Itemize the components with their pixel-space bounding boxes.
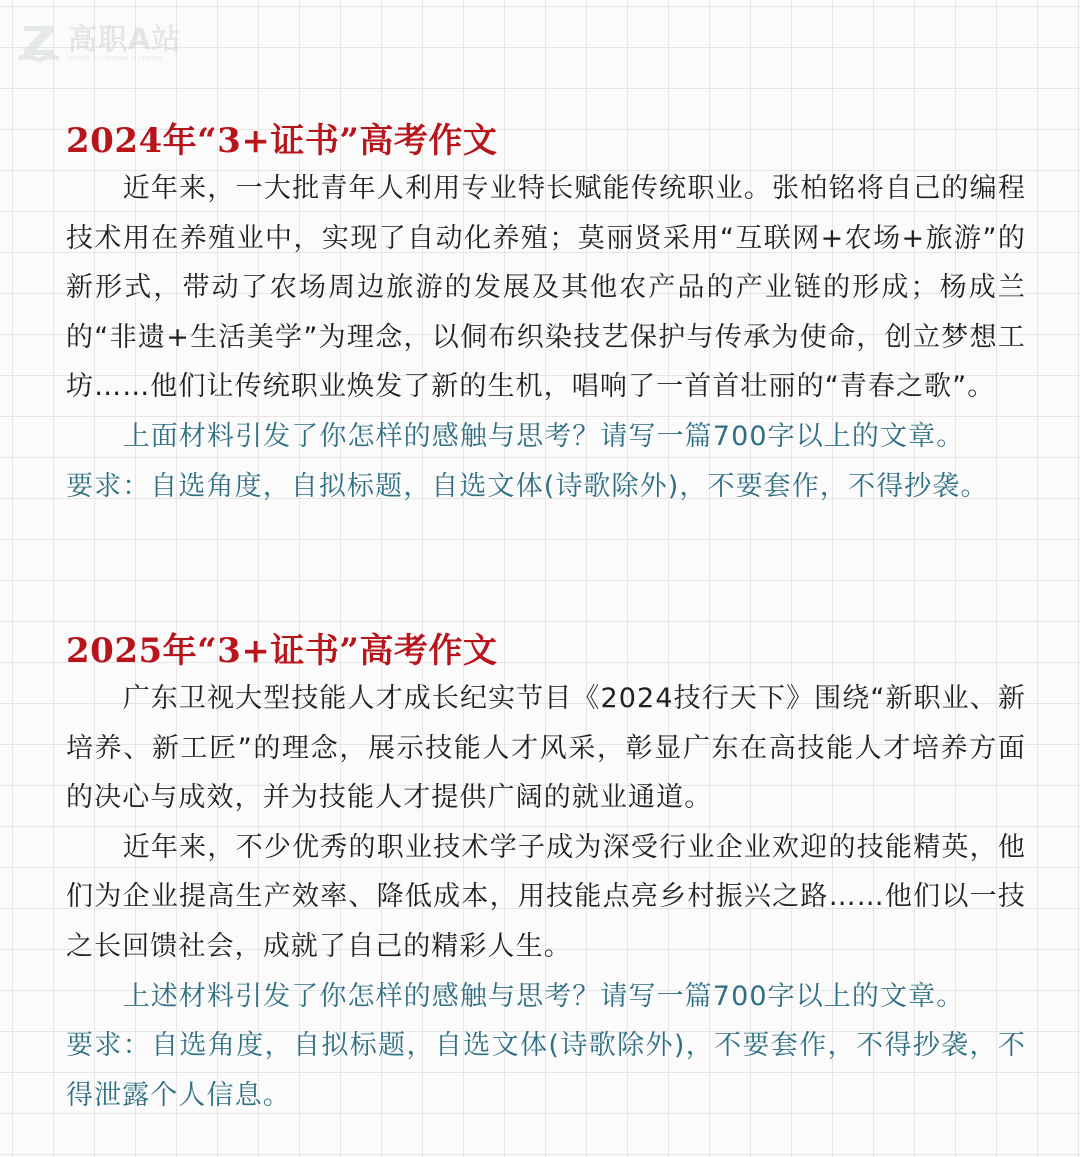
essay-prompt: 上述材料引发了你怎样的感触与思考？请写一篇700字以上的文章。 [122, 980, 965, 1012]
section-heading: 2024年“3+证书”高考作文 [66, 121, 498, 161]
material-paragraph: 近年来，不少优秀的职业技术学子成为深受行业企业欢迎的技能精英，他们为企业提高生产效率、降低成本，用技能点亮乡村振兴之路……他们以一技之长回馈社会，成就了自己的精彩人生。 [66, 831, 1026, 962]
essay-prompt: 上面材料引发了你怎样的感触与思考？请写一篇700字以上的文章。 [122, 420, 965, 452]
essay-requirement: 要求：自选角度，自拟标题，自选文体(诗歌除外)，不要套作，不得抄袭。 [66, 470, 989, 502]
watermark [16, 22, 181, 64]
watermark-title: 高职A站 [68, 22, 182, 56]
book-logo-icon [16, 22, 62, 64]
essay-section-2024 [66, 118, 1026, 511]
section-heading: 2025年“3+证书”高考作文 [66, 631, 498, 671]
material-paragraph: 广东卫视大型技能人才成长纪实节目《2024技行天下》围绕“新职业、新培养、新工匠”的理念，展示技能人才风采，彰显广东在高技能人才培养方面的决心与成效，并为技能人才提供广阔的就业通道。 [66, 683, 1026, 814]
watermark-subtitle: HIGHER VOCATIONAL A STATION [68, 56, 163, 62]
essay-requirement: 要求：自选角度，自拟标题，自选文体(诗歌除外)，不要套作，不得抄袭，不得泄露个人信息。 [66, 1030, 1026, 1111]
material-paragraph: 近年来，一大批青年人利用专业特长赋能传统职业。张柏铭将自己的编程技术用在养殖业中，实现了自动化养殖；莫丽贤采用“互联网+农场+旅游”的新形式，带动了农场周边旅游的发展及其他农产品的产业链的形成；杨成兰的“非遗+生活美学”为理念，以侗布织染技艺保护与传承为使命，创立梦想工坊……他们让传统职业焕发了新的生机，唱响了一首首壮丽的“青春之歌”。 [66, 173, 1026, 403]
essay-section-2025 [66, 628, 1026, 1120]
